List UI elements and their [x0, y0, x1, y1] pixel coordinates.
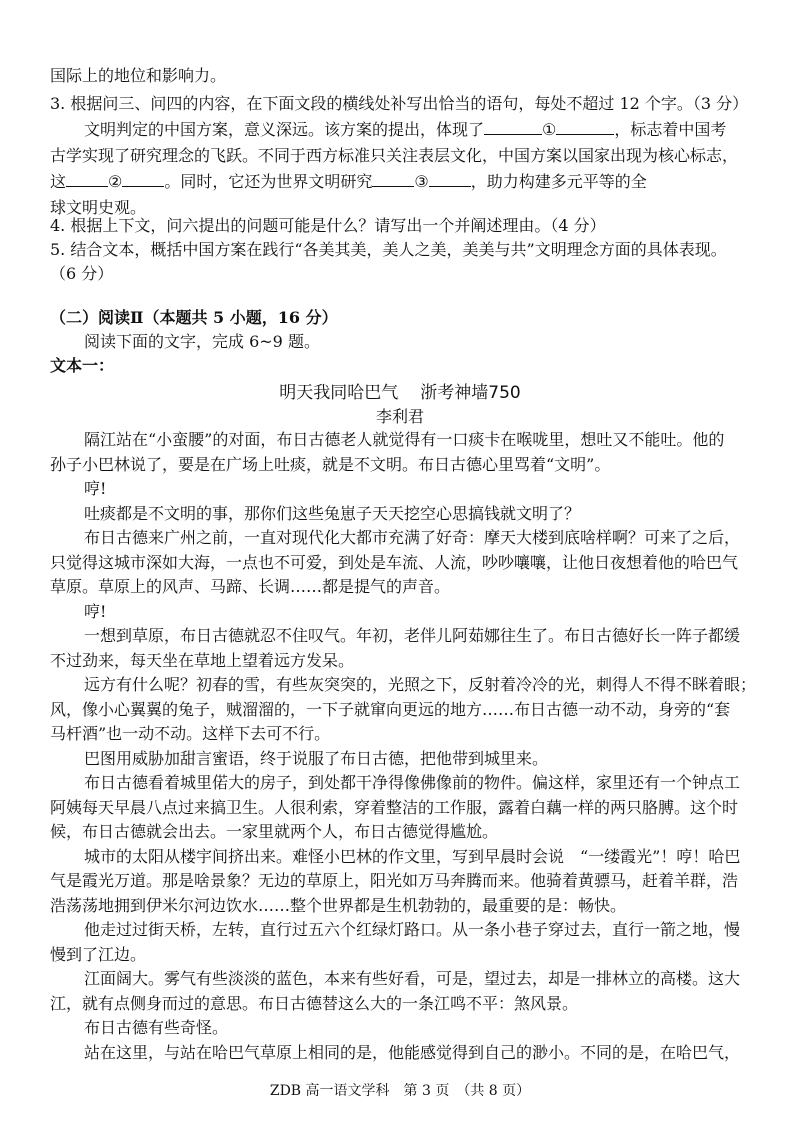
page-footer: ZDB 高一语文学科 第 3 页 （共 8 页） — [269, 1083, 531, 1099]
fill-text: 这 — [50, 172, 67, 191]
question-5: 5. 结合文本，概括中国方案在践行“各美其美，美人之美，美美与共”文明理念方面的具体表现。 — [50, 240, 727, 259]
story-line: 阿姨每天早晨八点过来搞卫生。人很利索，穿着整洁的工作服，露着白藕一样的两只胳膊。这个时 — [50, 797, 739, 817]
story-title: 明天我同哈巴气 — [279, 383, 399, 403]
section-instruction: 阅读下面的文字，完成 6~9 题。 — [84, 332, 320, 351]
story-line: 巴图用威胁加甜言蜜语，终于说服了布日古德，把他带到城里来。 — [84, 748, 549, 768]
story-line: 江面阔大。雾气有些淡淡的蓝色，本来有些好看，可是，望过去，却是一排林立的高楼。这大 — [84, 969, 741, 988]
story-line: 布日古德来广州之前，一直对现代化大都市充满了好奇：摩天大楼到底啥样啊？可来了之后， — [84, 528, 741, 547]
blank-line — [556, 134, 614, 135]
blank-number-2: ② — [108, 172, 123, 191]
story-line: 站在这里，与站在哈巴气草原上相同的是，他能感觉得到自己的渺小。不同的是，在哈巴气， — [84, 1042, 741, 1062]
question-5-score: （6 分） — [50, 264, 114, 283]
story-line: 隔江站在“小蛮腰”的对面，布日古德老人就觉得有一口痰卡在喉咙里，想吐又不能吐。他的 — [84, 430, 725, 449]
blank-number-1: ① — [542, 120, 557, 139]
story-author: 李利君 — [375, 407, 424, 426]
story-line: 孙子小巴林说了，要是在广场上吐痰，就是不文明。布日古德心里骂着“文明”。 — [50, 454, 611, 474]
blank-line — [122, 186, 164, 187]
fill-paragraph-line-4: 球文明史观。 — [50, 198, 147, 217]
text-line-top: 国际上的地位和影响力。 — [50, 66, 227, 85]
section-heading: （二）阅读Ⅱ（本题共 5 小题，16 分） — [50, 308, 338, 327]
story-line: 布日古德看着城里偌大的房子，到处都干净得像佛像前的物件。偏这样，家里还有一个钟点工 — [84, 773, 741, 792]
blank-number-3: ③ — [414, 172, 429, 191]
fill-paragraph-line-3 — [50, 168, 760, 196]
story-line: 马杆酒”也一动不动。这样下去可不行。 — [50, 724, 331, 743]
question-3: 3. 根据问三、问四的内容，在下面文段的横线处补写出恰当的语句，每处不超过 12 个字。（3 分） — [50, 94, 749, 113]
blank-line — [429, 186, 471, 187]
story-line: 浩荡荡地拥到伊米尔河边饮水……整个世界都是生机勃勃的，最重要的是：畅快。 — [50, 895, 627, 915]
story-line: 风，像小心翼翼的兔子，贼溜溜的，一下子就窜向更远的地方……布日古德一动不动，身旁的“套 — [50, 699, 731, 719]
story-line: 不过劲来，每天坐在草地上望着远方发呆。 — [50, 650, 355, 670]
fill-text: 。同时，它还为世界文明研究 — [164, 172, 373, 191]
story-title-row — [0, 378, 800, 403]
story-line: 慢到了江边。 — [50, 944, 147, 964]
blank-line — [372, 186, 414, 187]
blank-line — [484, 134, 542, 135]
story-line: 候，布日古德就会出去。一家里就两个人，布日古德觉得尴尬。 — [50, 822, 499, 841]
story-line: 气是霞光万道。那是啥景象？无边的草原上，阳光如万马奔腾而来。他骑着黄骠马，赶着羊群，浩 — [50, 871, 739, 890]
story-line: 他走过过街天桥，左转，直行过五六个红绿灯路口。从一条小巷子穿过去，直行一箭之地，慢 — [84, 920, 741, 939]
fill-text: 文明判定的中国方案，意义深远。该方案的提出，体现了 — [84, 120, 485, 139]
fill-paragraph-line-1 — [84, 116, 760, 144]
story-line: 一想到草原，布日古德就忍不住叹气。年初，老伴儿阿茹娜往生了。布日古德好长一阵子都缓 — [84, 626, 741, 645]
blank-line — [66, 186, 108, 187]
story-line: 哼! — [84, 601, 107, 621]
story-line: 城市的太阳从楼宇间挤出来。难怪小巴林的作文里，写到早晨时会说 “一缕霞光”！哼！哈巴 — [84, 846, 741, 866]
fill-paragraph-line-2: 古学实现了研究理念的飞跃。不同于西方标准只关注表层文化，中国方案以国家出现为核心标志， — [50, 146, 739, 165]
text-label: 文本一： — [50, 356, 115, 375]
story-line: 草原。草原上的风声、马蹄、长调……都是提气的声音。 — [50, 577, 451, 596]
story-line: 布日古德有些奇怪。 — [84, 1018, 229, 1037]
story-line: 只觉得这城市深如大海，一点也不可爱，到处是车流、人流，吵吵嚷嚷，让他日夜想着他的哈巴气 — [50, 552, 739, 572]
watermark: 浙考神墙750 — [420, 383, 521, 403]
fill-text: ，助力构建多元平等的全 — [470, 172, 647, 191]
fill-text: ，标志着中国考 — [614, 120, 727, 139]
story-line: 哼! — [84, 479, 107, 498]
question-4: 4. 根据上下文，问六提出的问题可能是什么？请写出一个并阐述理由。（4 分） — [50, 216, 606, 235]
story-line: 江，就有点侧身而过的意思。布日古德替这么大的一条江鸣不平：煞风景。 — [50, 993, 579, 1013]
story-line: 远方有什么呢？初春的雪，有些灰突突的，光照之下，反射着冷冷的光，刺得人不得不眯着眼； — [84, 675, 757, 694]
story-line: 吐痰都是不文明的事，那你们这些兔崽子天天挖空心思搞钱就文明了？ — [84, 503, 581, 523]
